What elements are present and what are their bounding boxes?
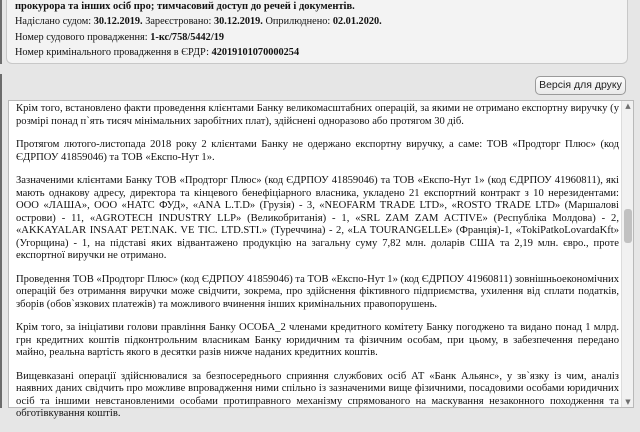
- vertical-scrollbar[interactable]: [621, 101, 633, 407]
- document-paragraph: Проведення ТОВ «Продторг Плюс» (код ЄДРПОУ 41859046) та ТОВ «Експо-Нут 1» (код ЄДРПОУ 41960811) зовнішньоекономічних операцій без отримання виручки може свідчити, зокрема, про здійснення фіктивного підприємства, ухилення від сплати податків, зборів (обов`язкових платежів) та можливого вчинення інших кримінальних правопорушень.: [16, 273, 619, 310]
- document-paragraph: Протягом лютого-листопада 2018 року 2 клієнтами Банку не одержано експортну виручку, а саме: ТОВ «Продторг Плюс» (код ЄДРПОУ 41859046) та ТОВ «Експо-Нут 1».: [16, 139, 619, 163]
- published-date: 02.01.2020.: [332, 16, 382, 27]
- document-paragraph: Вищевказані операції здійснювалися за безпосереднього сприяння службових осіб АТ «Банк Альянс», у зв`язку із чим, аналіз наявних даних свідчить про можливе впровадження ними спільно із зазначеними вище фізичними, посадовими особами юридичних осіб та іншими невстановленими особами протиправного механізму спрямованого на маскування незаконного походження та обготівкування коштів.: [16, 370, 619, 419]
- window-left-edge: [0, 0, 2, 408]
- scrollbar-thumb[interactable]: [624, 209, 632, 243]
- case-info-panel: [6, 0, 628, 64]
- print-version-button[interactable]: Версія для друку: [535, 76, 626, 95]
- published-label: Оприлюднено:: [265, 16, 331, 27]
- document-paragraph: Крім того, встановлено факти проведення клієнтами Банку великомасштабних операцій, за якими не отримано експортну виручку (у розмірі понад п`ять тисяч мінімальних заробітних плат), здійснені одноразово або протягом 30 діб.: [16, 103, 619, 127]
- dates-line: [15, 14, 382, 30]
- document-paragraph: Крім того, за ініціативи голови правління Банку ОСОБА_2 членами кредитного комітету Банку погоджено та видано понад 1 млрд. грн кредитних коштів підконтрольним власникам Банку юридичним та фізичним особам, при цьому, в забезпечення передано майно, реальна вартість якого в десятки разів нижче наданих кредитних коштів.: [16, 322, 619, 358]
- sent-date: 30.12.2019.: [93, 16, 143, 27]
- case-number-label: Номер судового провадження:: [15, 32, 148, 43]
- criminal-number-label: Номер кримінального провадження в ЄРДР:: [15, 47, 209, 58]
- sent-label: Надіслано судом:: [15, 16, 92, 27]
- document-text-frame[interactable]: [8, 100, 634, 419]
- registered-date: 30.12.2019.: [213, 16, 263, 27]
- scroll-up-icon[interactable]: ▲: [625, 102, 631, 110]
- registered-label: Зареєстровано:: [145, 16, 212, 27]
- criminal-number-line: [15, 45, 299, 61]
- case-number-value: 1-кс/758/5442/19: [150, 32, 224, 43]
- case-number-line: [15, 30, 224, 46]
- document-body: [16, 101, 619, 432]
- document-paragraph: Зазначеними клієнтами Банку ТОВ «Продторг Плюс» (код ЄДРПОУ 41859046) та ТОВ «Експо-Нут 1» (код ЄДРПОУ 41960811), які мають однакову адресу, директора та кінцевого бенефіціарного власника, укладено 21 експортний контракт з 10 нерезидентами: ООО «ЛАША», ООО «НАТС ФУД», «ANA L.T.D» (Грузія) - 3, «NEOFARM TRADE LTD», «ROSTO TRADE LTD» (Маршалові острови) - 11, «AGROTECH INDUSTRY LLP» (Великобританія) - 1, «SRL ZAM ZAM ACTIVE» (Республіка Молдова) - 2, «AKKAYALAR INSAAT PET.NAK. VE TIC. LTD.STI.» (Туреччина) - 2, «LA TOURANGELLE» (Франція)-1, «TokiPatkoLovardaKft» (Угорщина) - 1, на підставі яких відвантажено продукцію на загальну суму 7,82 млн. доларів США та 2,19 млн. євро., проте експортної виручки не отримано.: [16, 175, 619, 261]
- scroll-down-icon[interactable]: ▼: [625, 398, 631, 406]
- panel-gap: [0, 64, 640, 74]
- decision-type-heading: прокурора та інших осіб про; тимчасовий доступ до речей і документів.: [15, 1, 355, 12]
- criminal-number-value: 42019101070000254: [211, 47, 300, 58]
